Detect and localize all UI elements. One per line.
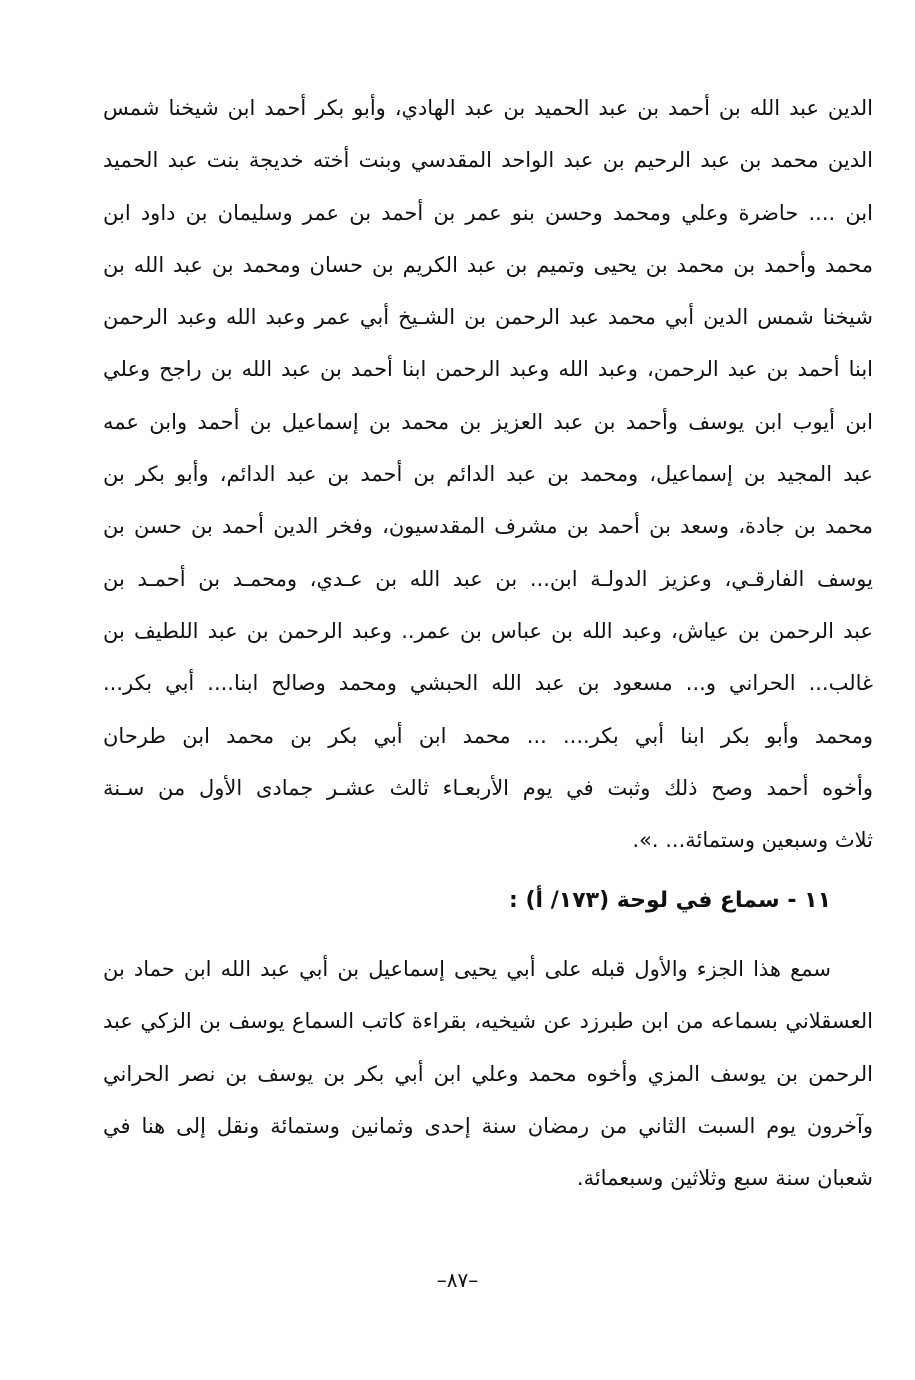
text-line: شعبان سنة سبع وثلاثين وسبعمائة.: [576, 1166, 873, 1191]
text-line: الدين محمد بن عبد الرحيم بن عبد الواحد المقدسي وبنت أخته خديجة بنت عبد الحميد: [103, 148, 873, 173]
text-line: شيخنا شمس الدين أبي محمد عبد الرحمن بن الشـيخ أبي عمر وعبد الله وعبد الرحمن: [103, 305, 873, 330]
text-line: عبد الرحمن بن عياش، وعبد الله بن عباس بن عمر.. وعبد الرحمن بن عبد اللطيف بن: [103, 618, 873, 643]
text-line: ابن .... حاضرة وعلي ومحمد وحسن بنو عمر بن أحمد بن عمر وسليمان بن داود ابن: [103, 200, 873, 225]
text-line: الرحمن بن يوسف المزي وأخوه محمد وعلي ابن أبي بكر بن يوسف بن نصر الحراني: [103, 1061, 873, 1086]
text-line: يوسف الفارقـي، وعزيز الدولـة ابن... بن عبد الله بن عـدي، ومحمـد بن أحمـد بن: [103, 566, 873, 591]
paragraph-audition: [103, 943, 873, 1204]
text-line: وأخوه أحمد وصح ذلك وثبت في يوم الأربعـاء ثالث عشـر جمادى الأول من سـنة: [103, 775, 873, 800]
text-line: ابنا أحمد بن عبد الرحمن، وعبد الله وعبد الرحمن ابنا أحمد بن عبد الله بن راجح وعلي: [103, 357, 873, 382]
text-line: غالب... الحراني و... مسعود بن عبد الله الحبشي ومحمد وصالح ابنا.... أبي بكر...: [103, 671, 873, 696]
page-number: –٨٧–: [436, 1268, 479, 1292]
text-line: ثلاث وسبعين وستمائة... .».: [632, 828, 873, 853]
section-heading: ١١ - سماع في لوحة (١٧٣/ أ) :: [509, 888, 831, 913]
text-line: عبد المجيد بن إسماعيل، ومحمد بن عبد الدائم بن أحمد بن عبد الدائم، وأبو بكر بن: [103, 462, 873, 487]
text-line: الدين عبد الله بن أحمد بن عبد الحميد بن عبد الهادي، وأبو بكر أحمد ابن شيخنا شمس: [103, 96, 873, 120]
text-line: محمد وأحمد بن محمد بن يحيى وتميم بن عبد الكريم بن حسان ومحمد بن عبد الله بن: [103, 252, 873, 277]
text-line: سمع هذا الجزء والأول قبله على أبي يحيى إسماعيل بن أبي عبد الله ابن حماد بن: [103, 957, 831, 981]
text-line: محمد بن جادة، وسعد بن أحمد بن مشرف المقدسيون، وفخر الدين أحمد بن حسن بن: [103, 514, 873, 539]
text-line: ومحمد وأبو بكر ابنا أبي بكر.... ... محمد ابن أبي بكر بن محمد ابن طرحان: [103, 723, 873, 748]
paragraph-listeners: [103, 82, 873, 866]
text-line: وآخرون يوم السبت الثاني من رمضان سنة إحدى وثمانين وستمائة ونقل إلى هنا في: [103, 1113, 873, 1138]
text-line: العسقلاني بسماعه من ابن طبرزد عن شيخيه، بقراءة كاتب السماع يوسف بن الزكي عبد: [103, 1009, 873, 1034]
text-line: ابن أيوب ابن يوسف وأحمد بن عبد العزيز بن محمد بن إسماعيل بن أحمد وابن عمه: [103, 409, 873, 434]
